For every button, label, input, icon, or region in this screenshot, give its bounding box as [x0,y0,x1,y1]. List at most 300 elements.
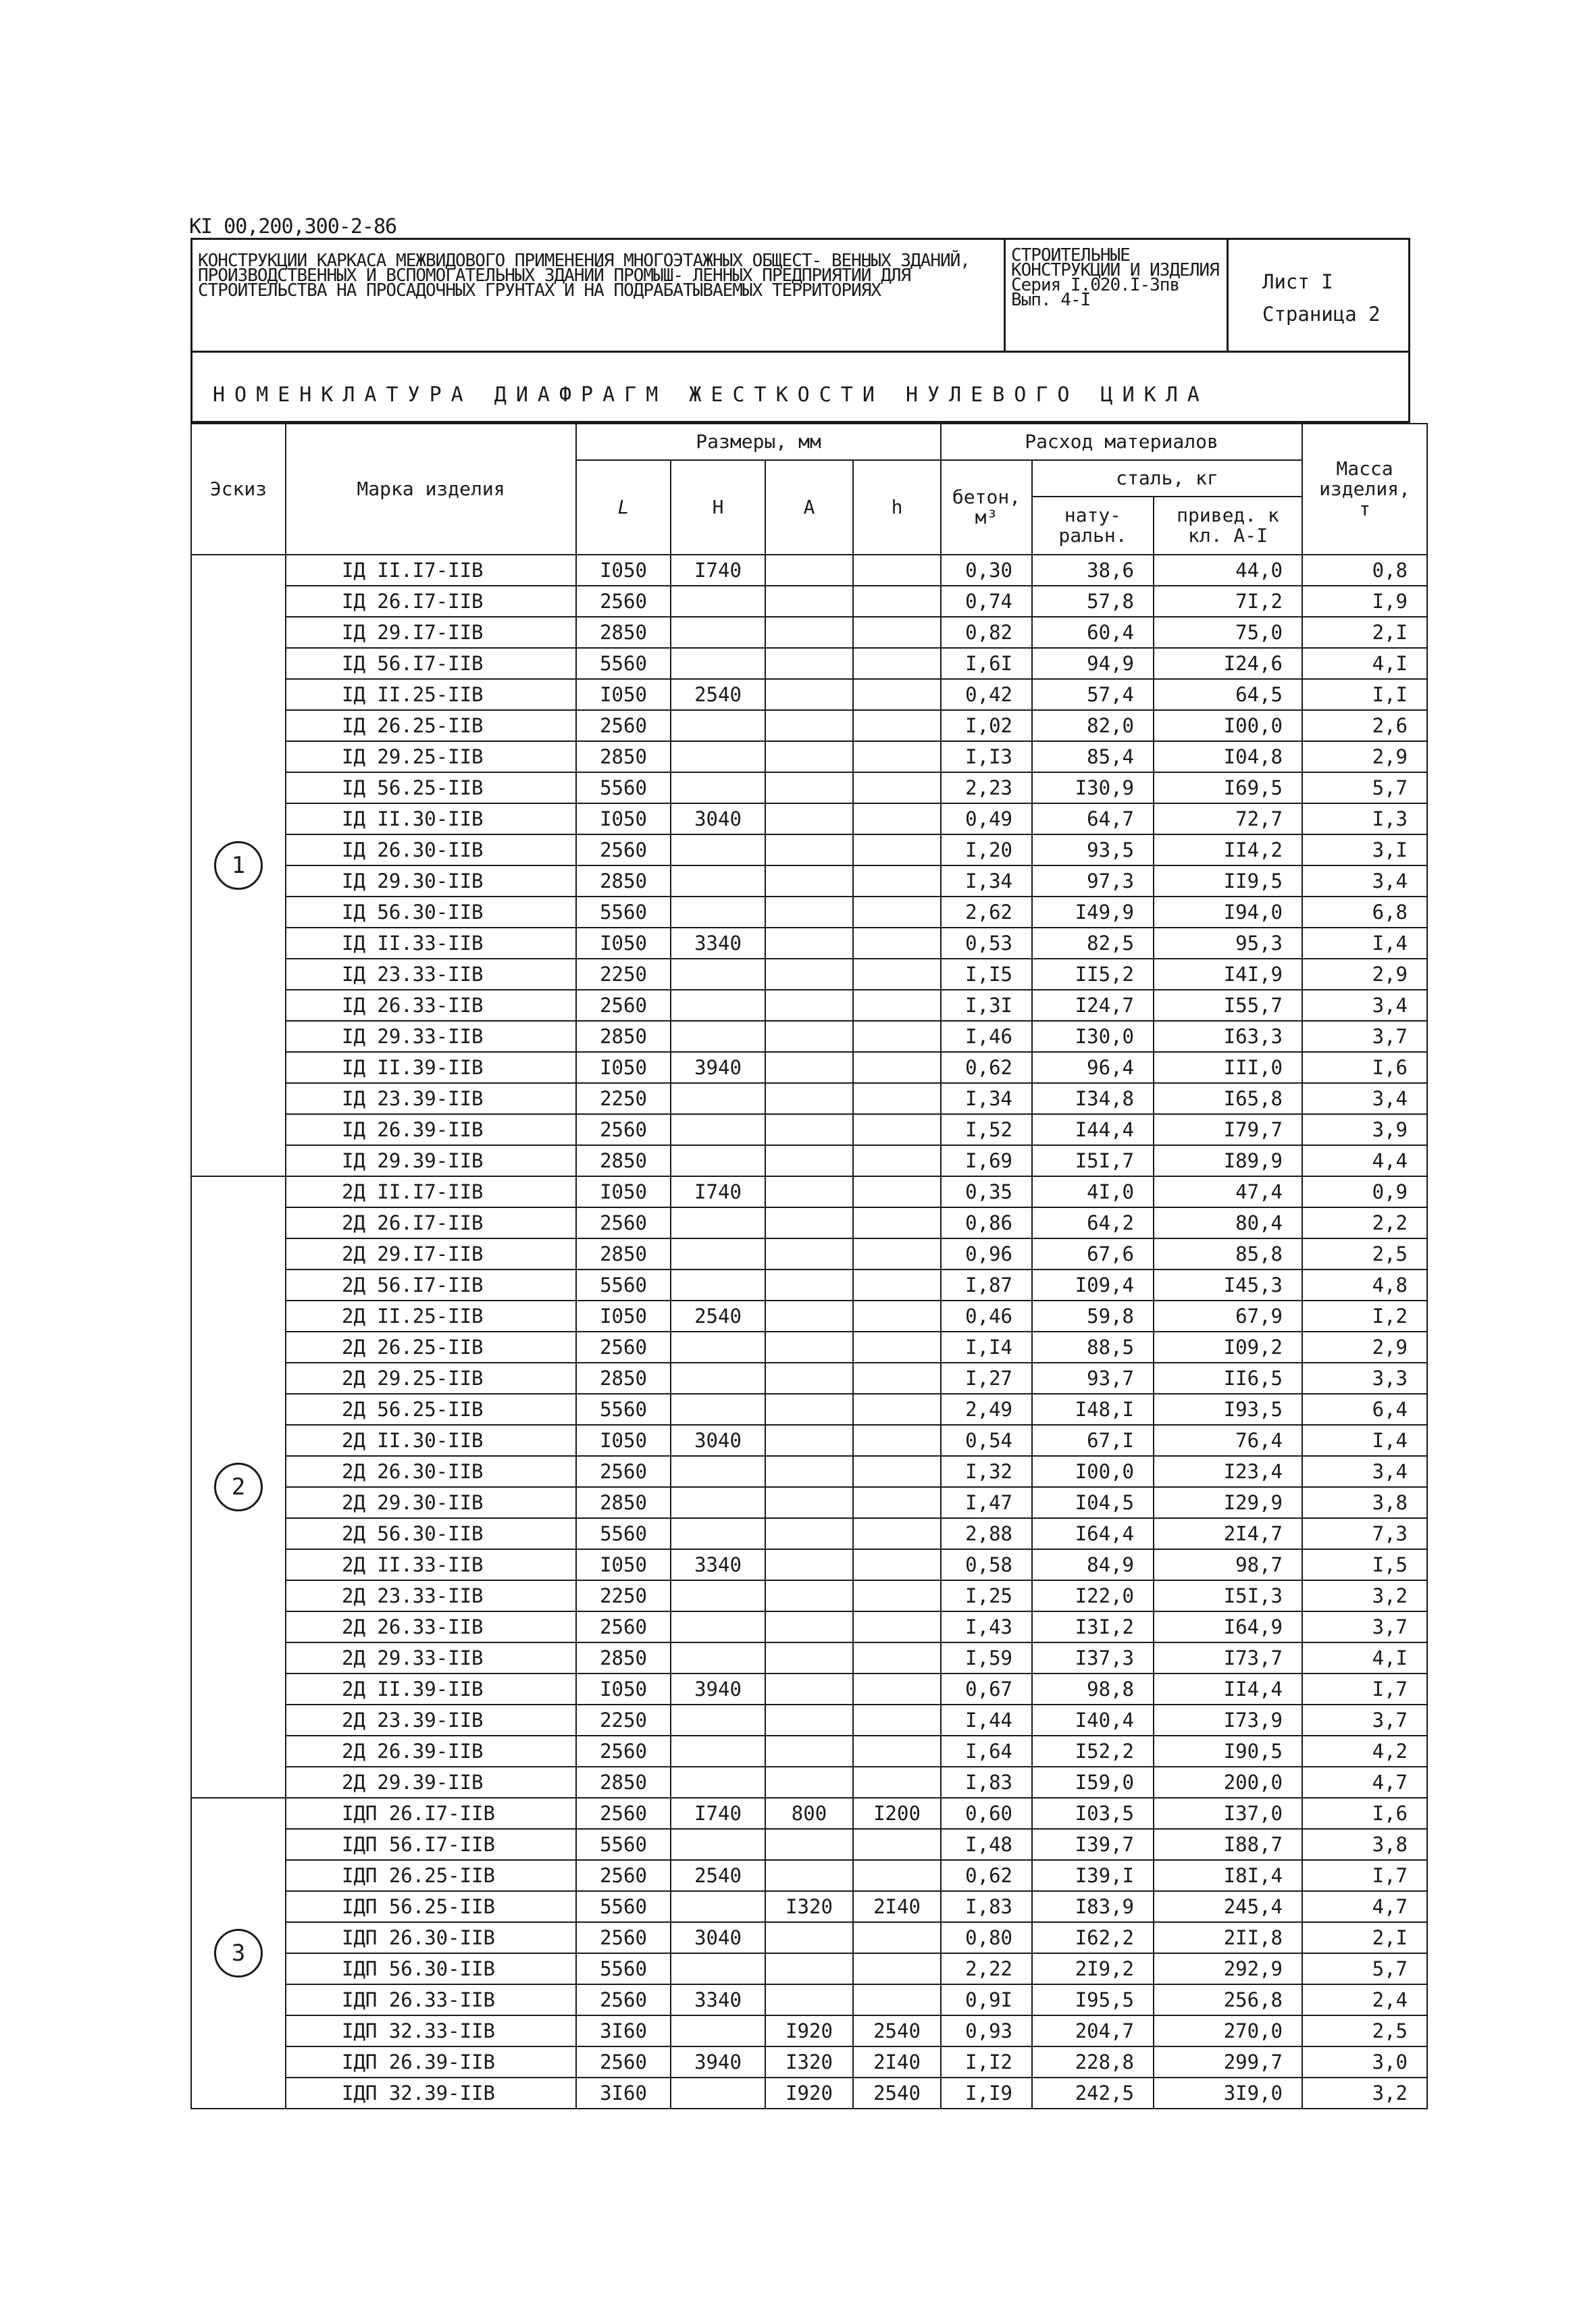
cell-mark: 2Д 26.I7-IIВ [286,1207,576,1238]
cell-L: 2560 [576,834,671,865]
cell-H [671,772,765,803]
cell-steel-natural: I03,5 [1032,1798,1154,1829]
table-row [191,1114,1427,1145]
col-steel: сталь, кг [1032,460,1302,497]
cell-mass: 2,9 [1302,959,1427,990]
cell-H [671,990,765,1021]
table-row [191,1611,1427,1642]
cell-A: 800 [765,1798,853,1829]
cell-steel-natural: 204,7 [1032,2015,1154,2046]
cell-mass: 4,4 [1302,1145,1427,1176]
table-row [191,2046,1427,2078]
cell-steel-natural: I44,4 [1032,1114,1154,1145]
table-row [191,1549,1427,1580]
cell-steel-reduced: I55,7 [1154,990,1302,1021]
cell-A [765,1922,853,1953]
cell-H [671,1394,765,1425]
cell-steel-reduced: 299,7 [1154,2046,1302,2078]
cell-steel-natural: I04,5 [1032,1487,1154,1518]
table-row [191,1705,1427,1736]
cell-steel-reduced: 200,0 [1154,1767,1302,1798]
cell-H [671,1021,765,1052]
cell-L: 2250 [576,1580,671,1611]
cell-steel-reduced: 80,4 [1154,1207,1302,1238]
cell-mass: I,4 [1302,1425,1427,1456]
cell-mark: IД 29.25-IIВ [286,741,576,772]
table-row [191,1580,1427,1611]
cell-L: I050 [576,1549,671,1580]
cell-L: I050 [576,1176,671,1207]
table-row [191,679,1427,710]
cell-concrete: I,44 [941,1705,1032,1736]
cell-concrete: 0,46 [941,1301,1032,1332]
cell-mass: 0,9 [1302,1176,1427,1207]
cell-h [853,1767,941,1798]
cell-H: 3340 [671,1984,765,2015]
cell-mass: 6,8 [1302,897,1427,928]
cell-steel-reduced: 76,4 [1154,1425,1302,1456]
cell-steel-reduced: I4I,9 [1154,959,1302,990]
header-page: Страница 2 [1262,303,1381,326]
cell-steel-reduced: I89,9 [1154,1145,1302,1176]
cell-steel-natural: 64,2 [1032,1207,1154,1238]
cell-A [765,1953,853,1984]
table-row [191,1083,1427,1114]
cell-concrete: 0,58 [941,1549,1032,1580]
col-h: h [853,460,941,555]
cell-L: 2850 [576,1145,671,1176]
cell-steel-natural: 88,5 [1032,1332,1154,1363]
cell-mark: IД 26.39-IIВ [286,1114,576,1145]
cell-steel-natural: I59,0 [1032,1767,1154,1798]
cell-L: 2850 [576,1021,671,1052]
cell-mass: 3,7 [1302,1705,1427,1736]
cell-A [765,959,853,990]
cell-H [671,1611,765,1642]
cell-H [671,865,765,897]
cell-mass: 2,5 [1302,2015,1427,2046]
cell-mass: 2,9 [1302,741,1427,772]
cell-concrete: I,I9 [941,2078,1032,2109]
sketch-number: 2 [214,1463,263,1511]
cell-concrete: I,87 [941,1269,1032,1301]
cell-steel-reduced: I37,0 [1154,1798,1302,1829]
cell-concrete: 0,80 [941,1922,1032,1953]
cell-concrete: 2,49 [941,1394,1032,1425]
cell-L: 2560 [576,1922,671,1953]
cell-L: 2850 [576,865,671,897]
cell-steel-natural: 67,6 [1032,1238,1154,1269]
cell-h [853,1145,941,1176]
sketch-cell [191,1798,286,2109]
cell-mass: I,5 [1302,1549,1427,1580]
cell-mass: 6,4 [1302,1394,1427,1425]
cell-mark: 2Д 23.33-IIВ [286,1580,576,1611]
table-body [191,555,1427,2109]
cell-steel-reduced: 3I9,0 [1154,2078,1302,2109]
cell-h [853,1207,941,1238]
cell-steel-reduced: 47,4 [1154,1176,1302,1207]
cell-h [853,1363,941,1394]
cell-steel-reduced: I88,7 [1154,1829,1302,1860]
col-mark: Марка изделия [286,424,576,555]
cell-H: 3940 [671,1052,765,1083]
table-row [191,1456,1427,1487]
cell-h [853,834,941,865]
table-row [191,1642,1427,1674]
cell-mark: IДП 56.I7-IIВ [286,1829,576,1860]
cell-mass: 2,5 [1302,1238,1427,1269]
cell-steel-natural: I09,4 [1032,1269,1154,1301]
table-title: НОМЕНКЛАТУРА ДИАФРАГМ ЖЕСТКОСТИ НУЛЕВОГО ЦИКЛА [190,353,1410,423]
cell-mark: IД 56.I7-IIВ [286,648,576,679]
cell-steel-natural: I37,3 [1032,1642,1154,1674]
cell-H: 3940 [671,2046,765,2078]
cell-A [765,1829,853,1860]
cell-h [853,928,941,959]
cell-H [671,1363,765,1394]
cell-H [671,586,765,617]
cell-A: I320 [765,2046,853,2078]
cell-A [765,1269,853,1301]
cell-H: 3940 [671,1674,765,1705]
cell-mark: IД 23.33-IIВ [286,959,576,990]
col-L: L [576,460,671,555]
table-row [191,1922,1427,1953]
cell-mass: 4,7 [1302,1891,1427,1922]
cell-steel-reduced: I94,0 [1154,897,1302,928]
cell-A [765,1705,853,1736]
cell-steel-reduced: I64,9 [1154,1611,1302,1642]
cell-concrete: 0,60 [941,1798,1032,1829]
cell-A [765,710,853,741]
table-row [191,1891,1427,1922]
cell-steel-reduced: II6,5 [1154,1363,1302,1394]
cell-mark: IД 56.30-IIВ [286,897,576,928]
cell-h [853,990,941,1021]
cell-L: 2560 [576,1984,671,2015]
cell-steel-reduced: 98,7 [1154,1549,1302,1580]
cell-concrete: I,52 [941,1114,1032,1145]
cell-mark: IД 26.25-IIВ [286,710,576,741]
cell-h [853,1083,941,1114]
cell-h [853,959,941,990]
cell-mark: IД 56.25-IIВ [286,772,576,803]
cell-steel-natural: 38,6 [1032,555,1154,586]
cell-L: I050 [576,1301,671,1332]
col-H: H [671,460,765,555]
cell-steel-natural: 60,4 [1032,617,1154,648]
nomenclature-table [190,423,1428,2109]
cell-A [765,1456,853,1487]
cell-mark: IД 29.39-IIВ [286,1145,576,1176]
cell-mark: IДП 56.30-IIВ [286,1953,576,1984]
cell-mass: 7,3 [1302,1518,1427,1549]
cell-h: 2540 [853,2015,941,2046]
cell-steel-reduced: I79,7 [1154,1114,1302,1145]
cell-h [853,1580,941,1611]
header-series-block [1006,240,1229,351]
table-row [191,1207,1427,1238]
cell-mark: 2Д 56.25-IIВ [286,1394,576,1425]
cell-mark: IДП 26.33-IIВ [286,1984,576,2015]
cell-concrete: 0,30 [941,555,1032,586]
cell-steel-reduced: I09,2 [1154,1332,1302,1363]
cell-L: 5560 [576,648,671,679]
cell-concrete: 0,53 [941,928,1032,959]
cell-h [853,679,941,710]
cell-steel-reduced: I90,5 [1154,1736,1302,1767]
cell-steel-reduced: 64,5 [1154,679,1302,710]
cell-steel-reduced: I73,9 [1154,1705,1302,1736]
cell-A [765,1580,853,1611]
cell-H [671,1332,765,1363]
cell-steel-reduced: I45,3 [1154,1269,1302,1301]
cell-concrete: I,46 [941,1021,1032,1052]
header-sheet-block [1229,240,1408,351]
table-row [191,1860,1427,1891]
cell-steel-natural: 97,3 [1032,865,1154,897]
header-issue: Вып. 4-I [1011,290,1091,310]
cell-steel-reduced: I65,8 [1154,1083,1302,1114]
cell-A [765,772,853,803]
cell-mark: 2Д II.39-IIВ [286,1674,576,1705]
cell-concrete: 0,35 [941,1176,1032,1207]
cell-mass: 3,9 [1302,1114,1427,1145]
cell-mass: 3,7 [1302,1021,1427,1052]
cell-mass: 2,6 [1302,710,1427,741]
cell-L: 2560 [576,586,671,617]
cell-H [671,1145,765,1176]
cell-mass: I,4 [1302,928,1427,959]
cell-h [853,803,941,834]
cell-A [765,1425,853,1456]
cell-H [671,710,765,741]
cell-concrete: 0,74 [941,586,1032,617]
cell-steel-natural: I30,9 [1032,772,1154,803]
header-series: Серия I.020.I-3пв [1011,275,1180,295]
cell-concrete: I,I3 [941,741,1032,772]
table-row [191,617,1427,648]
cell-L: 2560 [576,2046,671,2078]
cell-L: 2560 [576,1736,671,1767]
cell-h [853,586,941,617]
cell-mass: 3,7 [1302,1611,1427,1642]
cell-h [853,1922,941,1953]
cell-mark: IД 26.33-IIВ [286,990,576,1021]
cell-concrete: I,83 [941,1891,1032,1922]
cell-steel-natural: 94,9 [1032,648,1154,679]
cell-mark: IД 29.I7-IIВ [286,617,576,648]
cell-concrete: I,69 [941,1145,1032,1176]
cell-steel-reduced: I73,7 [1154,1642,1302,1674]
cell-L: 2850 [576,1642,671,1674]
table-row [191,897,1427,928]
cell-A [765,834,853,865]
cell-steel-natural: 4I,0 [1032,1176,1154,1207]
cell-mark: IДП 26.30-IIВ [286,1922,576,1953]
cell-steel-natural: I49,9 [1032,897,1154,928]
cell-concrete: 2,88 [941,1518,1032,1549]
cell-steel-natural: I62,2 [1032,1922,1154,1953]
cell-h: 2I40 [853,1891,941,1922]
cell-L: 2560 [576,1114,671,1145]
cell-mark: 2Д 56.I7-IIВ [286,1269,576,1301]
cell-A [765,555,853,586]
cell-A [765,1207,853,1238]
cell-mass: I,7 [1302,1860,1427,1891]
cell-concrete: I,34 [941,1083,1032,1114]
cell-A [765,1674,853,1705]
cell-h [853,1021,941,1052]
cell-steel-natural: I22,0 [1032,1580,1154,1611]
cell-steel-reduced: 245,4 [1154,1891,1302,1922]
cell-steel-natural: I00,0 [1032,1456,1154,1487]
cell-mark: 2Д 26.25-IIВ [286,1332,576,1363]
cell-mark: 2Д II.30-IIВ [286,1425,576,1456]
cell-A [765,865,853,897]
cell-mark: 2Д 29.25-IIВ [286,1363,576,1394]
cell-steel-natural: 242,5 [1032,2078,1154,2109]
cell-concrete: 0,96 [941,1238,1032,1269]
cell-L: 5560 [576,772,671,803]
cell-L: I050 [576,928,671,959]
cell-h [853,1642,941,1674]
table-row [191,803,1427,834]
cell-steel-reduced: III,0 [1154,1052,1302,1083]
cell-mark: 2Д 26.39-IIВ [286,1736,576,1767]
cell-h [853,1114,941,1145]
cell-H [671,1705,765,1736]
sketch-number: 3 [214,1929,263,1978]
cell-concrete: 0,86 [941,1207,1032,1238]
cell-steel-natural: 64,7 [1032,803,1154,834]
header-sheet: Лист I [1262,270,1333,293]
cell-A [765,897,853,928]
cell-A [765,741,853,772]
cell-mass: 3,0 [1302,2046,1427,2078]
cell-L: 2560 [576,990,671,1021]
cell-steel-reduced: 256,8 [1154,1984,1302,2015]
cell-mark: IД 29.33-IIВ [286,1021,576,1052]
cell-L: I050 [576,803,671,834]
col-concrete: бетон, м³ [941,460,1032,555]
sketch-number: 1 [214,841,263,890]
cell-concrete: 0,49 [941,803,1032,834]
table-row [191,586,1427,617]
col-A: A [765,460,853,555]
cell-steel-natural: I5I,7 [1032,1145,1154,1176]
cell-mass: 4,2 [1302,1736,1427,1767]
col-steel-natural: нату- ральн. [1032,497,1154,555]
cell-L: 5560 [576,1269,671,1301]
cell-H [671,2015,765,2046]
cell-mark: IДП 26.I7-IIВ [286,1798,576,1829]
cell-mark: 2Д II.33-IIВ [286,1549,576,1580]
cell-mark: IДП 26.39-IIВ [286,2046,576,2078]
cell-L: I050 [576,679,671,710]
cell-A [765,928,853,959]
cell-steel-reduced: I63,3 [1154,1021,1302,1052]
cell-steel-natural: I52,2 [1032,1736,1154,1767]
cell-L: 5560 [576,1953,671,1984]
cell-steel-natural: I39,I [1032,1860,1154,1891]
table-row [191,1736,1427,1767]
table-row [191,1425,1427,1456]
cell-mark: 2Д 26.33-IIВ [286,1611,576,1642]
table-row [191,1394,1427,1425]
cell-mark: IД 26.30-IIВ [286,834,576,865]
cell-concrete: I,I4 [941,1332,1032,1363]
cell-steel-reduced: 2I4,7 [1154,1518,1302,1549]
cell-A [765,1238,853,1269]
cell-concrete: 0,67 [941,1674,1032,1705]
cell-H [671,1083,765,1114]
cell-concrete: 0,93 [941,2015,1032,2046]
cell-concrete: I,48 [941,1829,1032,1860]
cell-L: 5560 [576,897,671,928]
cell-mark: IДП 26.25-IIВ [286,1860,576,1891]
cell-mark: IДП 56.25-IIВ [286,1891,576,1922]
table-row [191,1238,1427,1269]
cell-mark: IД II.25-IIВ [286,679,576,710]
cell-mass: 3,8 [1302,1829,1427,1860]
cell-steel-natural: 85,4 [1032,741,1154,772]
cell-mark: 2Д 56.30-IIВ [286,1518,576,1549]
cell-A [765,1363,853,1394]
cell-L: I050 [576,1052,671,1083]
cell-h [853,1456,941,1487]
cell-h [853,710,941,741]
cell-A [765,617,853,648]
cell-mass: 3,2 [1302,1580,1427,1611]
table-row [191,1363,1427,1394]
cell-H [671,617,765,648]
cell-steel-reduced: 7I,2 [1154,586,1302,617]
cell-steel-reduced: I23,4 [1154,1456,1302,1487]
col-dimensions: Размеры, мм [576,424,941,460]
cell-steel-natural: I95,5 [1032,1984,1154,2015]
cell-H [671,1736,765,1767]
cell-mass: 4,I [1302,1642,1427,1674]
table-row [191,990,1427,1021]
cell-A: I920 [765,2015,853,2046]
cell-mark: 2Д 29.30-IIВ [286,1487,576,1518]
cell-h [853,1269,941,1301]
cell-steel-reduced: I04,8 [1154,741,1302,772]
table-row [191,772,1427,803]
table-row [191,1829,1427,1860]
cell-steel-natural: 228,8 [1032,2046,1154,2078]
cell-h [853,1984,941,2015]
cell-mark: IД 23.39-IIВ [286,1083,576,1114]
table-row [191,710,1427,741]
cell-concrete: 2,23 [941,772,1032,803]
cell-h [853,1736,941,1767]
cell-steel-natural: I30,0 [1032,1021,1154,1052]
cell-h [853,555,941,586]
table-row [191,1052,1427,1083]
cell-concrete: I,20 [941,834,1032,865]
cell-concrete: I,27 [941,1363,1032,1394]
cell-steel-reduced: 67,9 [1154,1301,1302,1332]
cell-steel-natural: II5,2 [1032,959,1154,990]
cell-concrete: I,3I [941,990,1032,1021]
cell-steel-natural: I83,9 [1032,1891,1154,1922]
cell-L: 2850 [576,1363,671,1394]
cell-steel-reduced: 75,0 [1154,617,1302,648]
cell-H: 2540 [671,1301,765,1332]
